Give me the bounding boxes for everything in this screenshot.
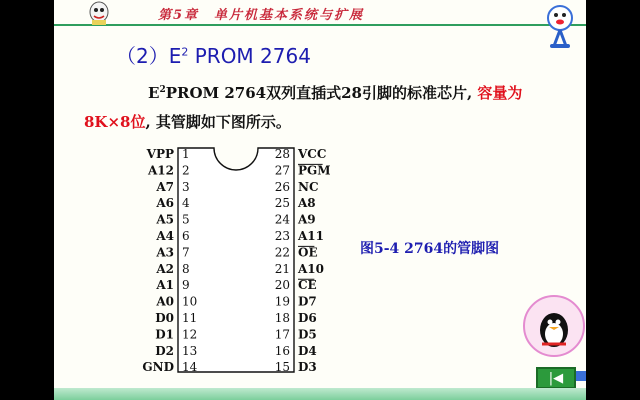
pin-number-right: 21	[274, 261, 290, 276]
pin-label-left: A3	[156, 245, 174, 260]
pin-number-right: 28	[274, 147, 290, 161]
pin-label-right: NC	[298, 179, 319, 194]
pin-label-right: D6	[298, 311, 317, 325]
pin-number-right: 16	[274, 343, 290, 358]
pin-label-right: PGM	[298, 163, 331, 178]
para-sup: 2	[159, 85, 166, 95]
section-chip-name: PROM 2764	[188, 44, 311, 68]
mascot-right-icon	[540, 0, 580, 50]
pin-number-left: 9	[182, 278, 190, 293]
pin-label-right: D7	[298, 294, 317, 309]
pin-label-left: D1	[155, 327, 174, 342]
pinout-diagram	[124, 140, 394, 378]
pin-number-left: 13	[182, 343, 198, 358]
pin-number-right: 20	[274, 278, 290, 293]
pin-label-left: A7	[156, 179, 174, 194]
pin-number-right: 17	[274, 327, 290, 342]
back-button[interactable]: |◀	[536, 367, 576, 389]
para-end: , 其管脚如下图所示。	[145, 113, 291, 131]
section-chip-sup: 2	[181, 45, 189, 59]
pin-number-right: 24	[274, 212, 290, 227]
section-title	[116, 40, 311, 69]
pin-label-right: A10	[298, 261, 325, 276]
left-black-bar	[0, 0, 54, 400]
pin-label-left: A2	[156, 261, 174, 276]
pin-number-left: 12	[182, 327, 198, 342]
pin-label-right: VCC	[298, 147, 327, 161]
pin-number-right: 15	[274, 360, 290, 375]
pin-label-left: GND	[142, 360, 174, 375]
pin-number-left: 2	[182, 163, 190, 178]
pin-number-left: 6	[182, 229, 190, 243]
pin-label-left: A5	[156, 212, 174, 227]
chapter-header: 第5章 单片机基本系统与扩展	[158, 8, 365, 23]
pin-number-left: 1	[182, 147, 190, 161]
pin-label-right: D4	[298, 343, 317, 358]
pin-label-left: VPP	[146, 147, 174, 161]
pin-label-left: A1	[156, 278, 174, 293]
mascot-left-icon	[86, 0, 112, 26]
pin-label-left: A6	[156, 196, 174, 211]
pin-label-right: D3	[298, 360, 317, 375]
pin-number-right: 27	[274, 163, 290, 178]
pin-number-left: 5	[182, 212, 190, 227]
header-divider	[54, 24, 586, 26]
pin-label-right: A9	[298, 212, 316, 227]
pin-number-left: 3	[182, 179, 190, 194]
pin-label-left: A0	[156, 294, 174, 309]
pin-number-right: 23	[274, 229, 290, 243]
pin-number-left: 8	[182, 261, 190, 276]
pin-number-right: 22	[274, 245, 290, 260]
tray-icon	[576, 371, 586, 381]
section-chip-base: E	[168, 44, 182, 68]
pin-label-right: D5	[298, 327, 317, 342]
pin-label-right: OE	[298, 245, 318, 260]
pin-number-left: 11	[182, 311, 198, 325]
pin-label-right: A8	[298, 196, 316, 211]
pin-number-right: 19	[274, 294, 290, 309]
pin-label-right: CE	[298, 278, 317, 293]
figure-caption: 图5-4 2764的管脚图	[360, 241, 500, 257]
section-number: （2）	[116, 44, 169, 68]
description-paragraph	[84, 76, 564, 137]
penguin-mascot-icon	[522, 294, 586, 358]
pin-number-right: 18	[274, 311, 290, 325]
pin-label-left: D0	[155, 311, 174, 325]
pin-number-left: 4	[182, 196, 190, 211]
slide	[54, 0, 586, 400]
pin-number-left: 7	[182, 245, 190, 260]
pin-number-left: 10	[182, 294, 198, 309]
bottom-band	[54, 388, 586, 400]
pin-label-left: A4	[156, 229, 174, 243]
pin-number-right: 26	[274, 179, 290, 194]
para-base: E	[148, 84, 160, 102]
pin-number-right: 25	[274, 196, 290, 211]
para-text: PROM 2764双列直插式28引脚的标准芯片,	[165, 84, 478, 102]
pin-label-left: D2	[155, 343, 174, 358]
pin-label-right: A11	[298, 229, 325, 243]
right-black-bar	[586, 0, 640, 400]
pin-label-left: A12	[147, 163, 174, 178]
capacity-highlight: 容量为8K×8位	[84, 84, 523, 131]
pin-number-left: 14	[182, 360, 198, 375]
